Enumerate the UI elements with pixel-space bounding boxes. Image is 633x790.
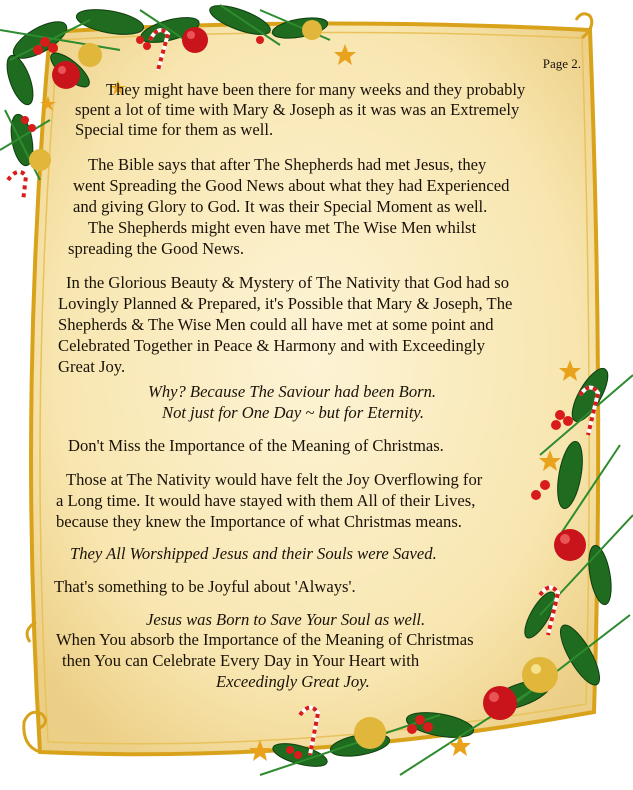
- paragraph-4: Don't Miss the Importance of the Meaning of Christmas.: [68, 436, 444, 455]
- holly-leaves-icon: [271, 364, 615, 771]
- text-line: Special time for them as well.: [75, 120, 274, 139]
- text-line: a Long time. It would have stayed with them All of their Lives,: [56, 491, 476, 510]
- text-line: They might have been there for many weeks and they probably: [106, 80, 526, 99]
- text-line: Why? Because The Saviour had been Born.: [148, 382, 437, 401]
- paragraph-6: That's something to be Joyful about 'Always'.: [54, 577, 356, 596]
- text-line: Shepherds & The Wise Men could all have met at some point and: [58, 315, 494, 334]
- text-line: The Bible says that after The Shepherds had met Jesus, they: [88, 155, 487, 174]
- text-line: then You can Celebrate Every Day in Your Heart with: [62, 651, 420, 670]
- text-line: spreading the Good News.: [68, 239, 245, 258]
- text-line: Great Joy.: [58, 357, 126, 376]
- text-line: Lovingly Planned & Prepared, it's Possible that Mary & Joseph, The: [58, 294, 513, 313]
- text-line: The Shepherds might even have met The Wise Men whilst: [88, 218, 477, 237]
- text-line: In the Glorious Beauty & Mystery of The Nativity that God had so: [66, 273, 510, 292]
- text-line: Exceedingly Great Joy.: [216, 672, 370, 691]
- quote-2: They All Worshipped Jesus and their Souls were Saved.: [70, 544, 437, 563]
- text-line: went Spreading the Good News about what they had Experienced: [73, 176, 510, 195]
- text-line: spent a lot of time with Mary & Joseph as it was was an Extremely: [75, 100, 520, 119]
- text-line: When You absorb the Importance of the Meaning of Christmas: [56, 630, 474, 649]
- page-number: Page 2.: [542, 56, 581, 71]
- text-line: Celebrated Together in Peace & Harmony and with Exceedingly: [58, 336, 486, 355]
- text-line: because they knew the Importance of what Christmas means.: [56, 512, 462, 531]
- text-line: Jesus was Born to Save Your Soul as well.: [146, 610, 426, 629]
- text-line: Not just for One Day ~ but for Eternity.: [162, 403, 425, 422]
- text-line: Those at The Nativity would have felt the Joy Overflowing for: [66, 470, 483, 489]
- text-line: and giving Glory to God. It was their Special Moment as well.: [73, 197, 488, 216]
